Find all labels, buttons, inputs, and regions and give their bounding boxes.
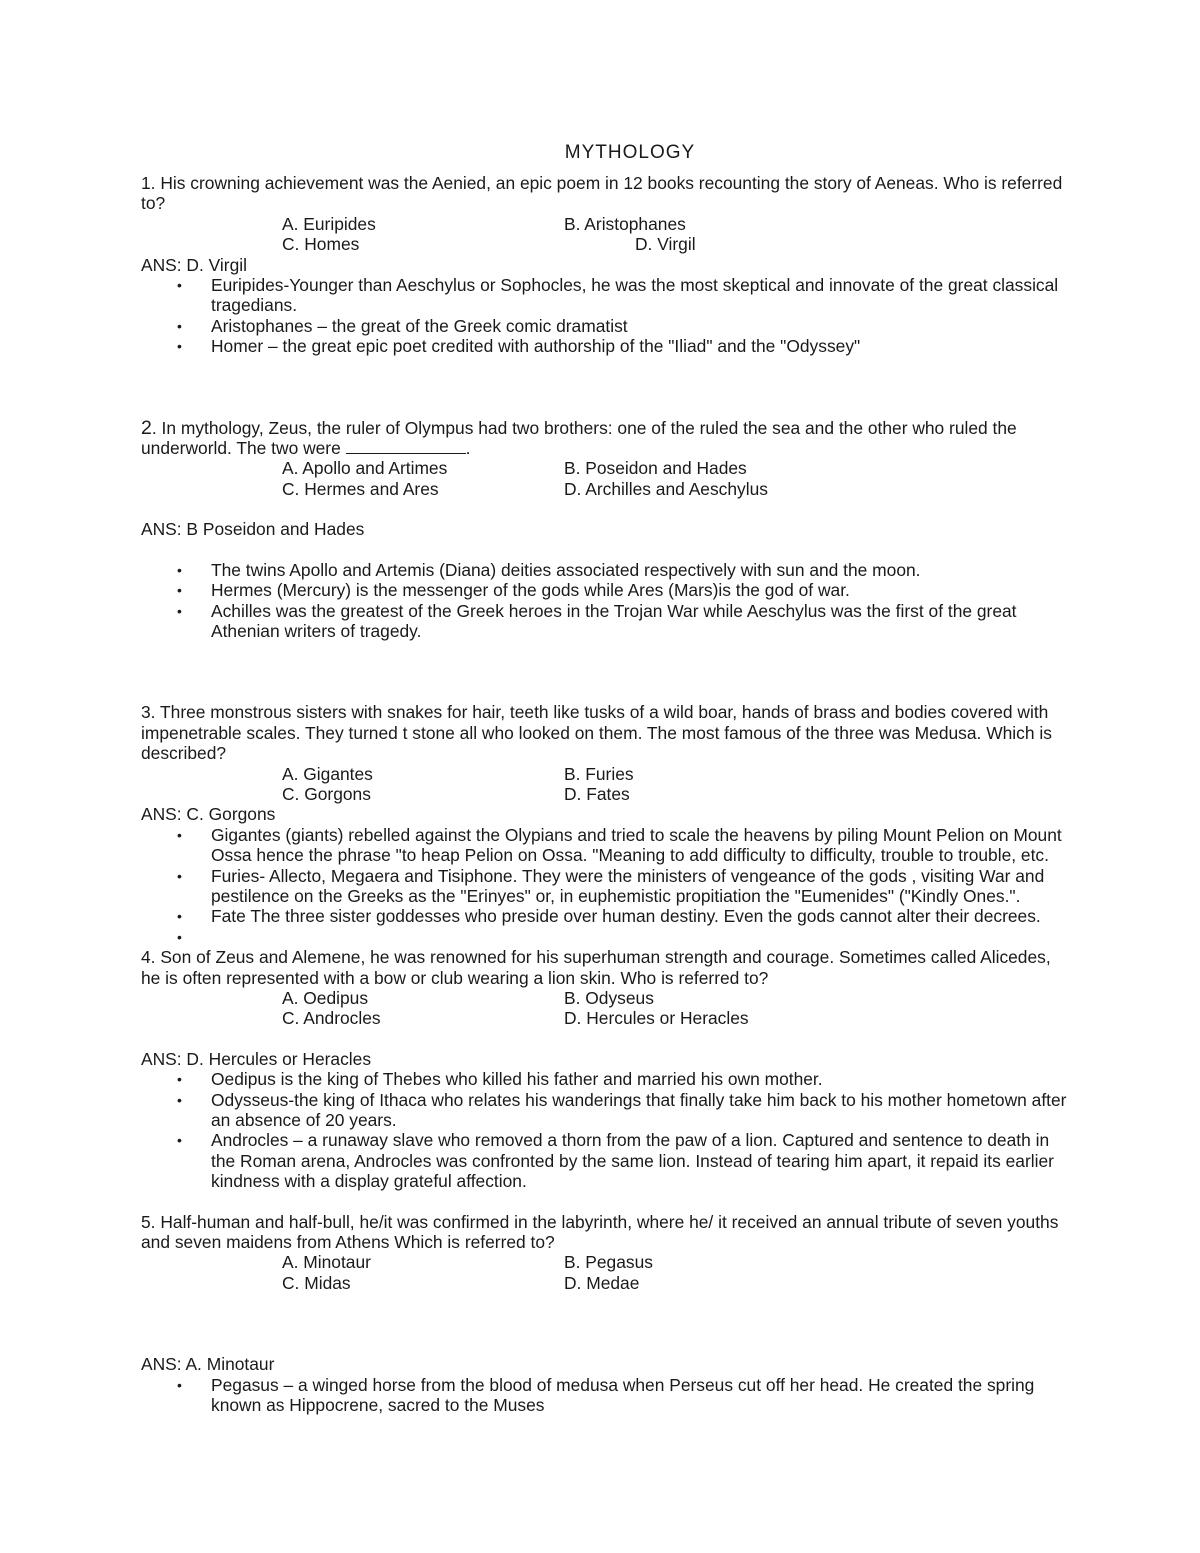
- bullet-icon: •: [177, 277, 182, 294]
- note-item: [177, 315, 1071, 336]
- question-1: [141, 173, 1071, 357]
- option-c: C. Midas: [282, 1272, 351, 1293]
- option-d: D. Hercules or Heracles: [564, 1008, 749, 1029]
- bullet-icon: •: [177, 867, 182, 884]
- spacer: [141, 1192, 1071, 1212]
- question-2-text: [141, 418, 1071, 459]
- note-text: The twins Apollo and Artemis (Diana) deities associated respectively with sun and the moon.: [211, 559, 921, 580]
- note-item: [177, 927, 1071, 947]
- option-d: D. Medae: [564, 1272, 640, 1293]
- note-text: Androcles – a runaway slave who removed a thorn from the paw of a lion. Captured and sentence to death in the Roman arena, Androcles was confronted by the same lion. Instead of tearing him apart, it repaid its earlier kindness with a display grateful affection.: [211, 1130, 1054, 1192]
- bullet-icon: •: [177, 602, 182, 619]
- note-item: [177, 580, 1071, 601]
- bullet-icon: •: [177, 1071, 182, 1088]
- spacer: [141, 1293, 1071, 1354]
- option-d: D. Virgil: [635, 234, 696, 255]
- spacer: [141, 540, 1071, 560]
- note-text: Furies- Allecto, Megaera and Tisiphone. They were the ministers of vengeance of the gods , visiting War and pestilence on the Greeks as the "Erinyes" or, in euphemistic propitiation the "Eumenides" ("Kindly Ones.".: [211, 865, 1045, 906]
- answer-5-notes: [141, 1375, 1071, 1416]
- answer-2-notes: [141, 560, 1071, 642]
- option-c: C. Gorgons: [282, 783, 371, 804]
- answer-3-notes: [141, 825, 1071, 947]
- bullet-icon: •: [177, 561, 182, 578]
- question-1-text: 1. His crowning achievement was the Aenied, an epic poem in 12 books recounting the story of Aeneas. Who is referred to?: [141, 173, 1063, 214]
- question-3-options: [282, 764, 1071, 805]
- answer-1: ANS: D. Virgil: [141, 254, 247, 275]
- option-d: D. Fates: [564, 783, 630, 804]
- option-a: A. Gigantes: [282, 763, 373, 784]
- note-item: [177, 1069, 1071, 1090]
- question-4-options: [282, 988, 1071, 1029]
- note-text: Pegasus – a winged horse from the blood of medusa when Perseus cut off her head. He created the spring known as Hippocrene, sacred to the Muses: [211, 1374, 1035, 1416]
- note-item: [177, 824, 1071, 866]
- question-3: [141, 702, 1071, 947]
- bullet-icon: •: [177, 1132, 182, 1149]
- note-item: [177, 559, 1071, 580]
- note-text: Homer – the great epic poet credited with authorship of the "Iliad" and the "Odyssey": [211, 336, 861, 357]
- option-b: B. Pegasus: [564, 1252, 653, 1273]
- question-2-options: [282, 458, 1071, 499]
- question-2-body: . In mythology, Zeus, the ruler of Olympus had two brothers: one of the ruled the sea and the other who ruled the underworld. The two were: [141, 417, 1017, 459]
- spacer: [141, 357, 1071, 418]
- question-2-number: 2: [141, 416, 152, 439]
- question-4: [141, 947, 1071, 1191]
- note-item: [177, 336, 1071, 357]
- question-5-options: [282, 1252, 1071, 1293]
- option-d: D. Archilles and Aeschylus: [564, 478, 768, 499]
- fill-in-blank: [346, 439, 466, 454]
- option-b: B. Odyseus: [564, 988, 654, 1008]
- document-page: [141, 140, 1071, 1416]
- answer-4: ANS: D. Hercules or Heracles: [141, 1048, 372, 1069]
- note-text: Gigantes (giants) rebelled against the Olypians and tried to scale the heavens by piling Mount Pelion on Mount Ossa hence the phrase "to heap Pelion on Ossa. "Meaning to add difficulty to difficulty, trouble to trouble, etc.: [211, 824, 1062, 866]
- note-item: [177, 600, 1071, 642]
- spacer: [141, 641, 1071, 702]
- question-2-end: .: [465, 438, 471, 459]
- option-a: A. Minotaur: [282, 1252, 371, 1273]
- note-text: [211, 927, 216, 947]
- option-a: A. Euripides: [282, 213, 376, 234]
- question-5: [141, 1212, 1071, 1416]
- note-item: [177, 1089, 1071, 1131]
- spacer: [141, 1029, 1071, 1049]
- bullet-icon: •: [177, 582, 182, 599]
- option-b: B. Poseidon and Hades: [564, 458, 747, 479]
- bullet-icon: •: [177, 928, 182, 945]
- bullet-icon: •: [177, 826, 182, 843]
- note-item: [177, 906, 1071, 927]
- answer-5: ANS: A. Minotaur: [141, 1354, 275, 1375]
- question-4-text: 4. Son of Zeus and Alemene, he was renowned for his superhuman strength and courage. Sometimes called Alicedes, he is often represented with a bow or club wearing a lion skin. Who is referred to?: [141, 947, 1051, 988]
- option-b: B. Aristophanes: [564, 213, 686, 234]
- answer-2: ANS: B Poseidon and Hades: [141, 519, 365, 540]
- question-3-text: 3. Three monstrous sisters with snakes for hair, teeth like tusks of a wild boar, hands of brass and bodies covered with impenetrable scales. They turned t stone all who looked on them. The most famous of the three was Medusa. Which is described?: [141, 702, 1052, 764]
- bullet-icon: •: [177, 317, 182, 334]
- note-item: [177, 275, 1071, 316]
- spacer: [141, 499, 1071, 519]
- note-item: [177, 1130, 1071, 1192]
- question-1-options: [282, 214, 1071, 255]
- answer-4-notes: [141, 1069, 1071, 1191]
- note-text: Odysseus-the king of Ithaca who relates his wanderings that finally take him back to his mother hometown after an absence of 20 years.: [211, 1089, 1067, 1131]
- note-text: Achilles was the greatest of the Greek heroes in the Trojan War while Aeschylus was the first of the great Athenian writers of tragedy.: [211, 600, 1017, 641]
- note-text: Hermes (Mercury) is the messenger of the gods while Ares (Mars)is the god of war.: [211, 580, 850, 601]
- note-text: Aristophanes – the great of the Greek comic dramatist: [211, 315, 628, 336]
- bullet-icon: •: [177, 338, 182, 355]
- option-c: C. Androcles: [282, 1008, 381, 1029]
- option-b: B. Furies: [564, 763, 634, 784]
- note-text: Euripides-Younger than Aeschylus or Sophocles, he was the most skeptical and innovate of the great classical tragedians.: [211, 275, 1059, 316]
- bullet-icon: •: [177, 1376, 182, 1393]
- note-item: [177, 865, 1071, 907]
- answer-3: ANS: C. Gorgons: [141, 804, 276, 825]
- page-title: MYTHOLOGY: [564, 142, 696, 163]
- bullet-icon: •: [177, 1091, 182, 1108]
- question-2: [141, 418, 1071, 642]
- option-c: C. Homes: [282, 234, 360, 255]
- option-a: A. Apollo and Artimes: [282, 458, 448, 479]
- question-5-text: 5. Half-human and half-bull, he/it was confirmed in the labyrinth, where he/ it received an annual tribute of seven youths and seven maidens from Athens Which is referred to?: [141, 1211, 1059, 1253]
- option-c: C. Hermes and Ares: [282, 478, 439, 499]
- note-item: [177, 1374, 1071, 1416]
- note-text: Oedipus is the king of Thebes who killed his father and married his own mother.: [211, 1069, 823, 1090]
- option-a: A. Oedipus: [282, 988, 369, 1008]
- answer-1-notes: [141, 275, 1071, 357]
- note-text: Fate The three sister goddesses who preside over human destiny. Even the gods cannot alter their decrees.: [211, 906, 1041, 927]
- bullet-icon: •: [177, 908, 182, 925]
